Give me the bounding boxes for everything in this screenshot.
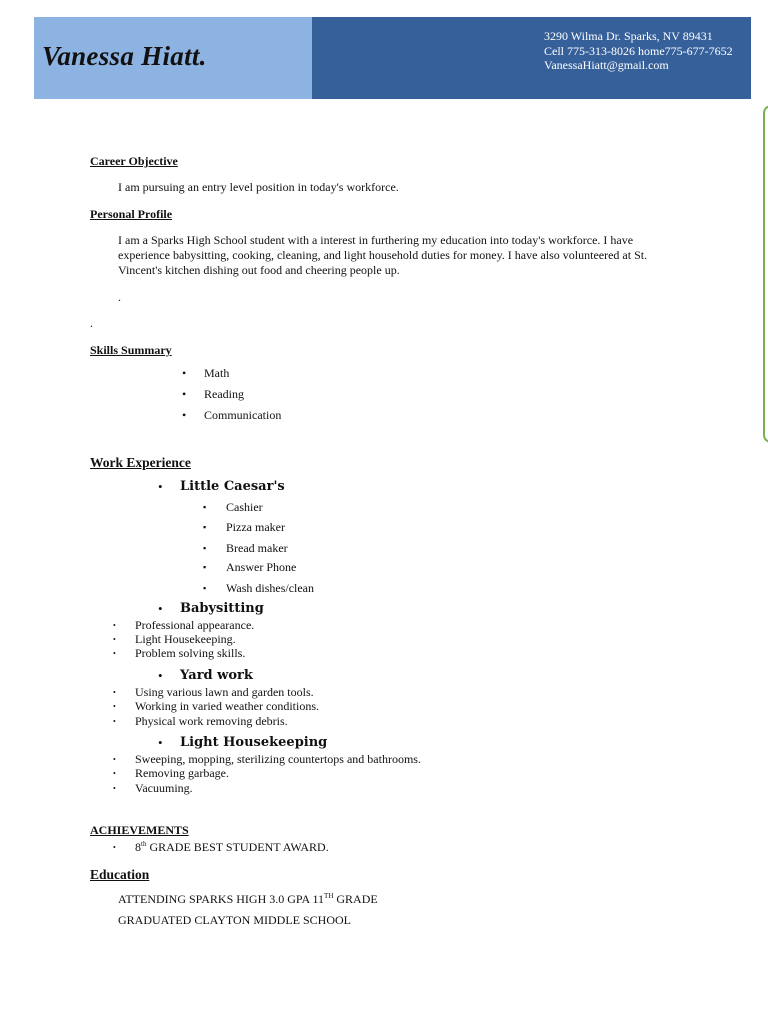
personal-profile-heading: Personal Profile: [90, 207, 173, 221]
bullet-icon: •: [113, 784, 116, 793]
contact-email: VanessaHiatt@gmail.com: [544, 58, 669, 72]
bullet-icon: •: [113, 769, 116, 778]
bullet-icon: •: [113, 717, 116, 726]
bullet-icon: •: [158, 601, 163, 616]
stray-period: .: [90, 316, 93, 330]
achievements-heading: ACHIEVEMENTS: [90, 823, 189, 837]
square-bullet-icon: ▪: [203, 522, 207, 532]
bullet-icon: •: [113, 621, 116, 630]
career-objective-heading: Career Objective: [90, 154, 178, 168]
education-line1: ATTENDING SPARKS HIGH 3.0 GPA 11TH GRADE: [118, 892, 378, 906]
education-heading: Education: [90, 867, 150, 882]
bullet-icon: •: [113, 755, 116, 764]
bullet-icon: •: [158, 735, 163, 750]
bullet-icon: •: [113, 843, 116, 852]
contact-block: [544, 29, 733, 73]
bullet-icon: •: [113, 688, 116, 697]
side-tab-decoration: [763, 105, 768, 443]
contact-address: 3290 Wilma Dr. Sparks, NV 89431: [544, 29, 713, 43]
resume-name: Vanessa Hiatt.: [42, 41, 207, 71]
square-bullet-icon: ▪: [203, 583, 207, 593]
bullet-icon: •: [158, 479, 163, 494]
personal-profile-line2: experience babysitting, cooking, cleaning, and light household duties for money. I have also volunteered at St.: [118, 248, 648, 262]
contact-phone: Cell 775-313-8026 home775-677-7652: [544, 43, 733, 58]
bullet-icon: •: [182, 408, 187, 422]
job-title: Babysitting: [180, 601, 264, 616]
bullet-icon: •: [113, 635, 116, 644]
job-title: Yard work: [180, 668, 253, 683]
square-bullet-icon: ▪: [203, 502, 207, 512]
square-bullet-icon: ▪: [203, 543, 207, 553]
bullet-icon: •: [182, 366, 187, 380]
skills-heading: Skills Summary: [90, 343, 172, 357]
personal-profile-line3: Vincent's kitchen dishing out food and cheering people up.: [118, 263, 400, 277]
career-objective-text: I am pursuing an entry level position in today's workforce.: [118, 180, 399, 194]
personal-profile-line1: I am a Sparks High School student with a interest in furthering my education into today's workforce. I have: [118, 233, 634, 247]
work-experience-heading: Work Experience: [90, 455, 191, 470]
bullet-icon: •: [113, 702, 116, 711]
square-bullet-icon: ▪: [203, 562, 207, 572]
bullet-icon: •: [182, 387, 187, 401]
bullet-icon: •: [158, 668, 163, 683]
job-title: Little Caesar's: [180, 479, 285, 494]
job-title: Light Housekeeping: [180, 735, 328, 750]
bullet-icon: •: [113, 649, 116, 658]
stray-period: .: [118, 290, 121, 304]
education-line2: GRADUATED CLAYTON MIDDLE SCHOOL: [118, 913, 352, 927]
